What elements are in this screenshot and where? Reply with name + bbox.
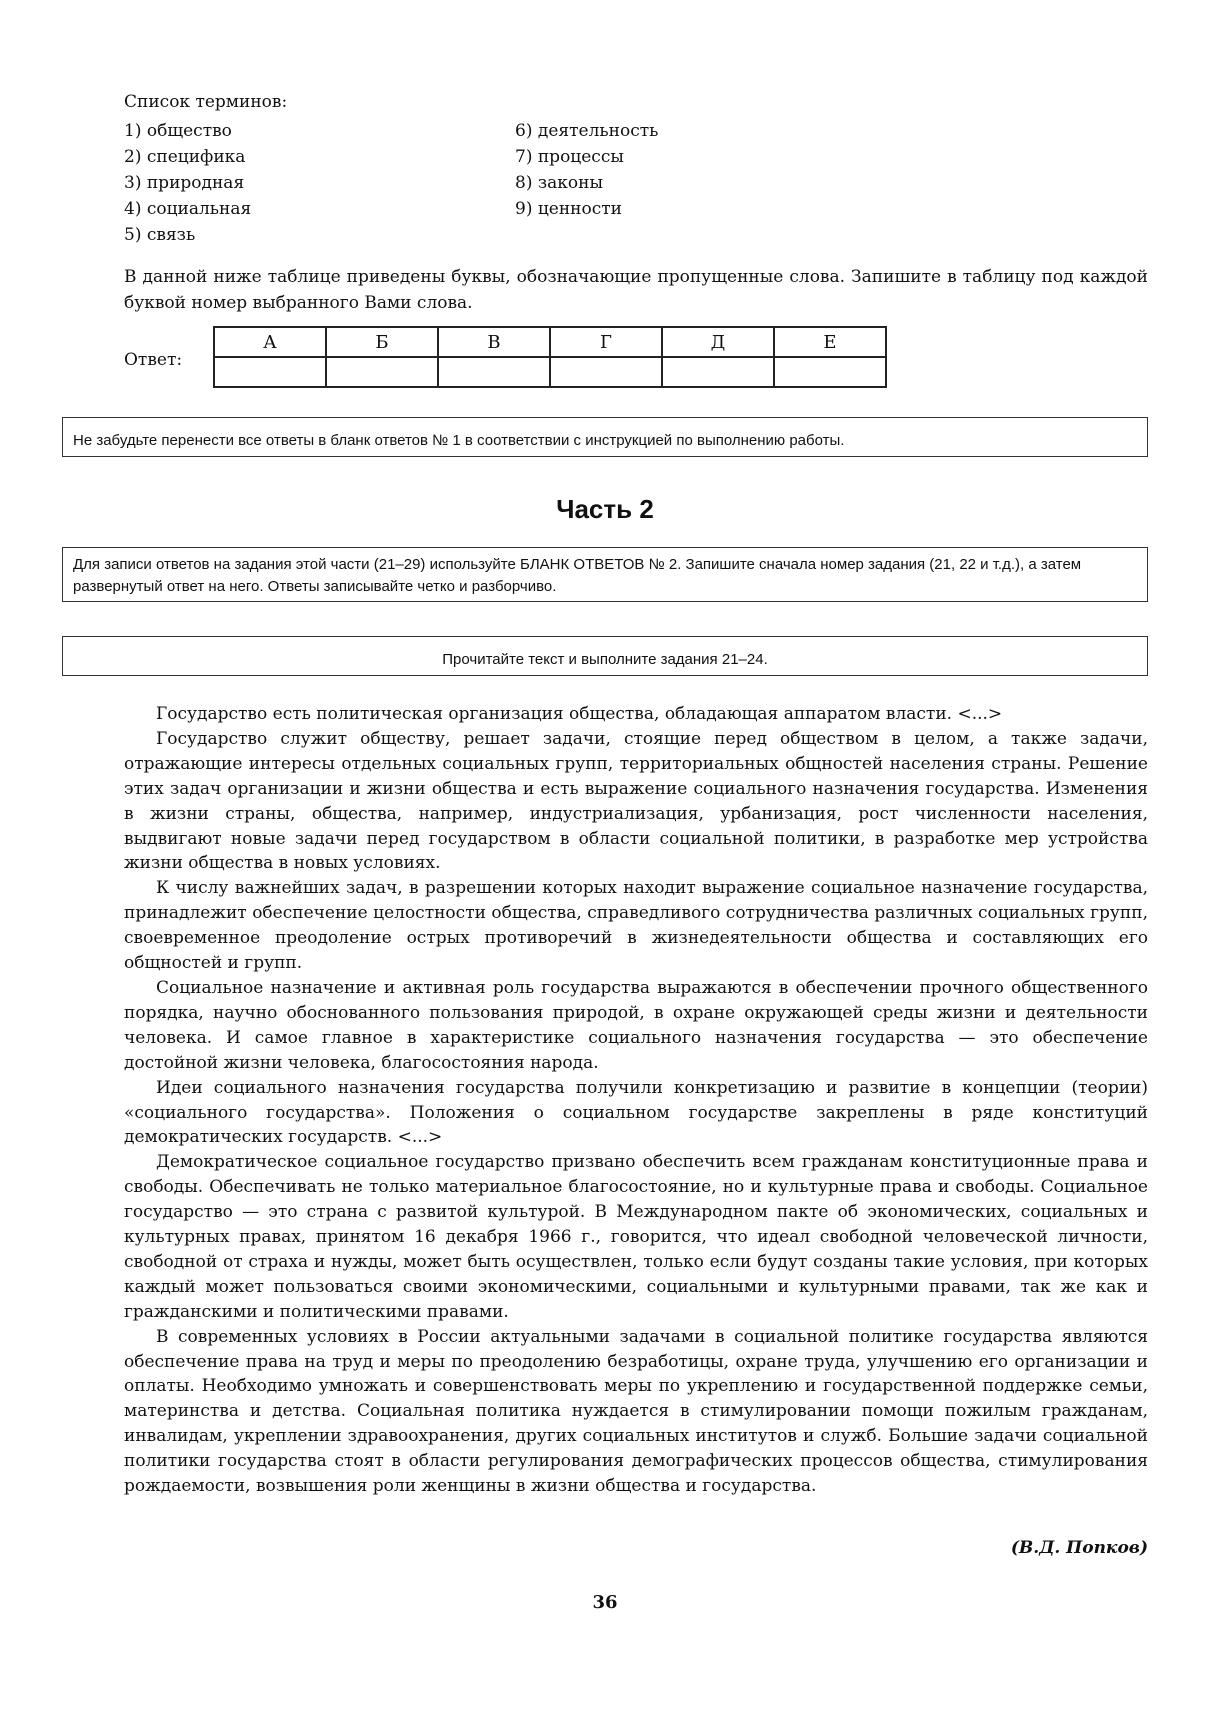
term-item: 5) связь [124,225,196,245]
text-paragraph: Государство служит обществу, решает задачи, стоящие перед обществом в целом, а также задачи, отражающие интересы отдельных социальных групп, территориальных общностей населения страны. Решение этих задач организации и жизни общества и есть выражение социального назначения государства. Изменения в жизни страны, общества, например, индустриализация, урбанизация, рост численности населения, выдвигают новые задачи перед государством в области социальной политики, в разработке мер устройства жизни общества в новых условиях. [124,728,1148,874]
table-instruction: В данной ниже таблице приведены буквы, обозначающие пропущенные слова. Запишите в таблицу под каждой буквой номер выбранного Вами слова. [124,267,1148,313]
reminder-text: Не забудьте перенести все ответы в бланк ответов № 1 в соответствии с инструкцией по выполнению работы. [73,432,845,449]
terms-list-left [124,118,251,248]
answer-letter: Е [774,327,886,357]
term-item: 1) общество [124,121,232,141]
answer-letters-row [214,327,886,357]
part-instructions-box [62,547,1148,602]
answer-table [213,326,887,388]
text-paragraph: Демократическое социальное государство призвано обеспечить всем гражданам конституционные права и свободы. Обеспечивать не только материальное благосостояние, но и культурные права и свободы. Социальное государство — это страна с развитой культурой. В Международном пакте об экономических, социальных и культурных правах, принятом 16 декабря 1966 г., говорится, что идеал свободной человеческой личности, свободной от страха и нужды, может быть осуществлен, только если будут созданы такие условия, при которых каждый может пользоваться своими экономическими, социальными и культурными правами, так же как и гражданскими и политическими правами. [124,1152,1148,1322]
text-paragraph: Социальное назначение и активная роль государства выражаются в обеспечении прочного общественного порядка, научно обоснованного пользования природой, в охране окружающей среды жизни и деятельности человека. И самое главное в характеристике социального назначения государства — это обеспечение достойной жизни человека, благосостояния народа. [124,977,1148,1073]
answer-cell[interactable] [550,357,662,387]
term-item: 8) законы [515,173,603,193]
text-paragraph: Государство есть политическая организация общества, обладающая аппаратом власти. <...> [156,704,1003,724]
term-item: 9) ценности [515,199,622,219]
page-number: 36 [592,1592,618,1613]
term-item: 4) социальная [124,199,252,219]
text-author: (В.Д. Попков) [1010,1538,1148,1558]
part-instructions-text: Для записи ответов на задания этой части (21–29) используйте БЛАНК ОТВЕТОВ № 2. Запишите сначала номер задания (21, 22 и т.д.), а затем развернутый ответ на него. Ответы записывайте четко и разборчиво. [73,556,1082,595]
term-item: 7) процессы [515,147,624,167]
answer-cell[interactable] [326,357,438,387]
answer-cell[interactable] [214,357,326,387]
answer-input-row [214,357,886,387]
answer-letter: Д [662,327,774,357]
text-paragraph: Идеи социального назначения государства получили конкретизацию и развитие в концепции (теории) «социального государства». Положения о социальном государстве закреплены в ряде конституций демократических государств. <...> [124,1077,1148,1148]
terms-heading: Список терминов: [124,92,288,112]
reminder-box [62,417,1148,457]
term-item: 3) природная [124,173,245,193]
answer-letter: В [438,327,550,357]
terms-list-right [515,118,658,222]
answer-label: Ответ: [124,350,183,370]
term-item: 6) деятельность [515,121,659,141]
term-item: 2) специфика [124,147,246,167]
task-header-text: Прочитайте текст и выполните задания 21–24. [442,651,768,668]
part-title: Часть 2 [556,494,654,524]
reading-text [124,702,1148,1499]
answer-letter: Б [326,327,438,357]
answer-cell[interactable] [438,357,550,387]
answer-cell[interactable] [662,357,774,387]
text-paragraph: В современных условиях в России актуальными задачами в социальной политике государства являются обеспечение права на труд и меры по преодолению безработицы, охране труда, улучшению его организации и оплаты. Необходимо умножать и совершенствовать меры по укреплению и государственной поддержке семьи, материнства и детства. Социальная политика нуждается в стимулировании помощи пожилым гражданам, инвалидам, укреплении здравоохранения, других социальных институтов и служб. Большие задачи социальной политики государства стоят в области регулирования демографических процессов общества, стимулирования рождаемости, возвышения роли женщины в жизни общества и государства. [124,1326,1148,1497]
text-paragraph: К числу важнейших задач, в разрешении которых находит выражение социальное назначение государства, принадлежит обеспечение целостности общества, справедливого сотрудничества различных социальных групп, своевременное преодоление острых противоречий в жизнедеятельности общества и составляющих его общностей и групп. [124,878,1148,974]
answer-cell[interactable] [774,357,886,387]
answer-letter: Г [550,327,662,357]
answer-letter: А [214,327,326,357]
task-header-box [62,636,1148,676]
